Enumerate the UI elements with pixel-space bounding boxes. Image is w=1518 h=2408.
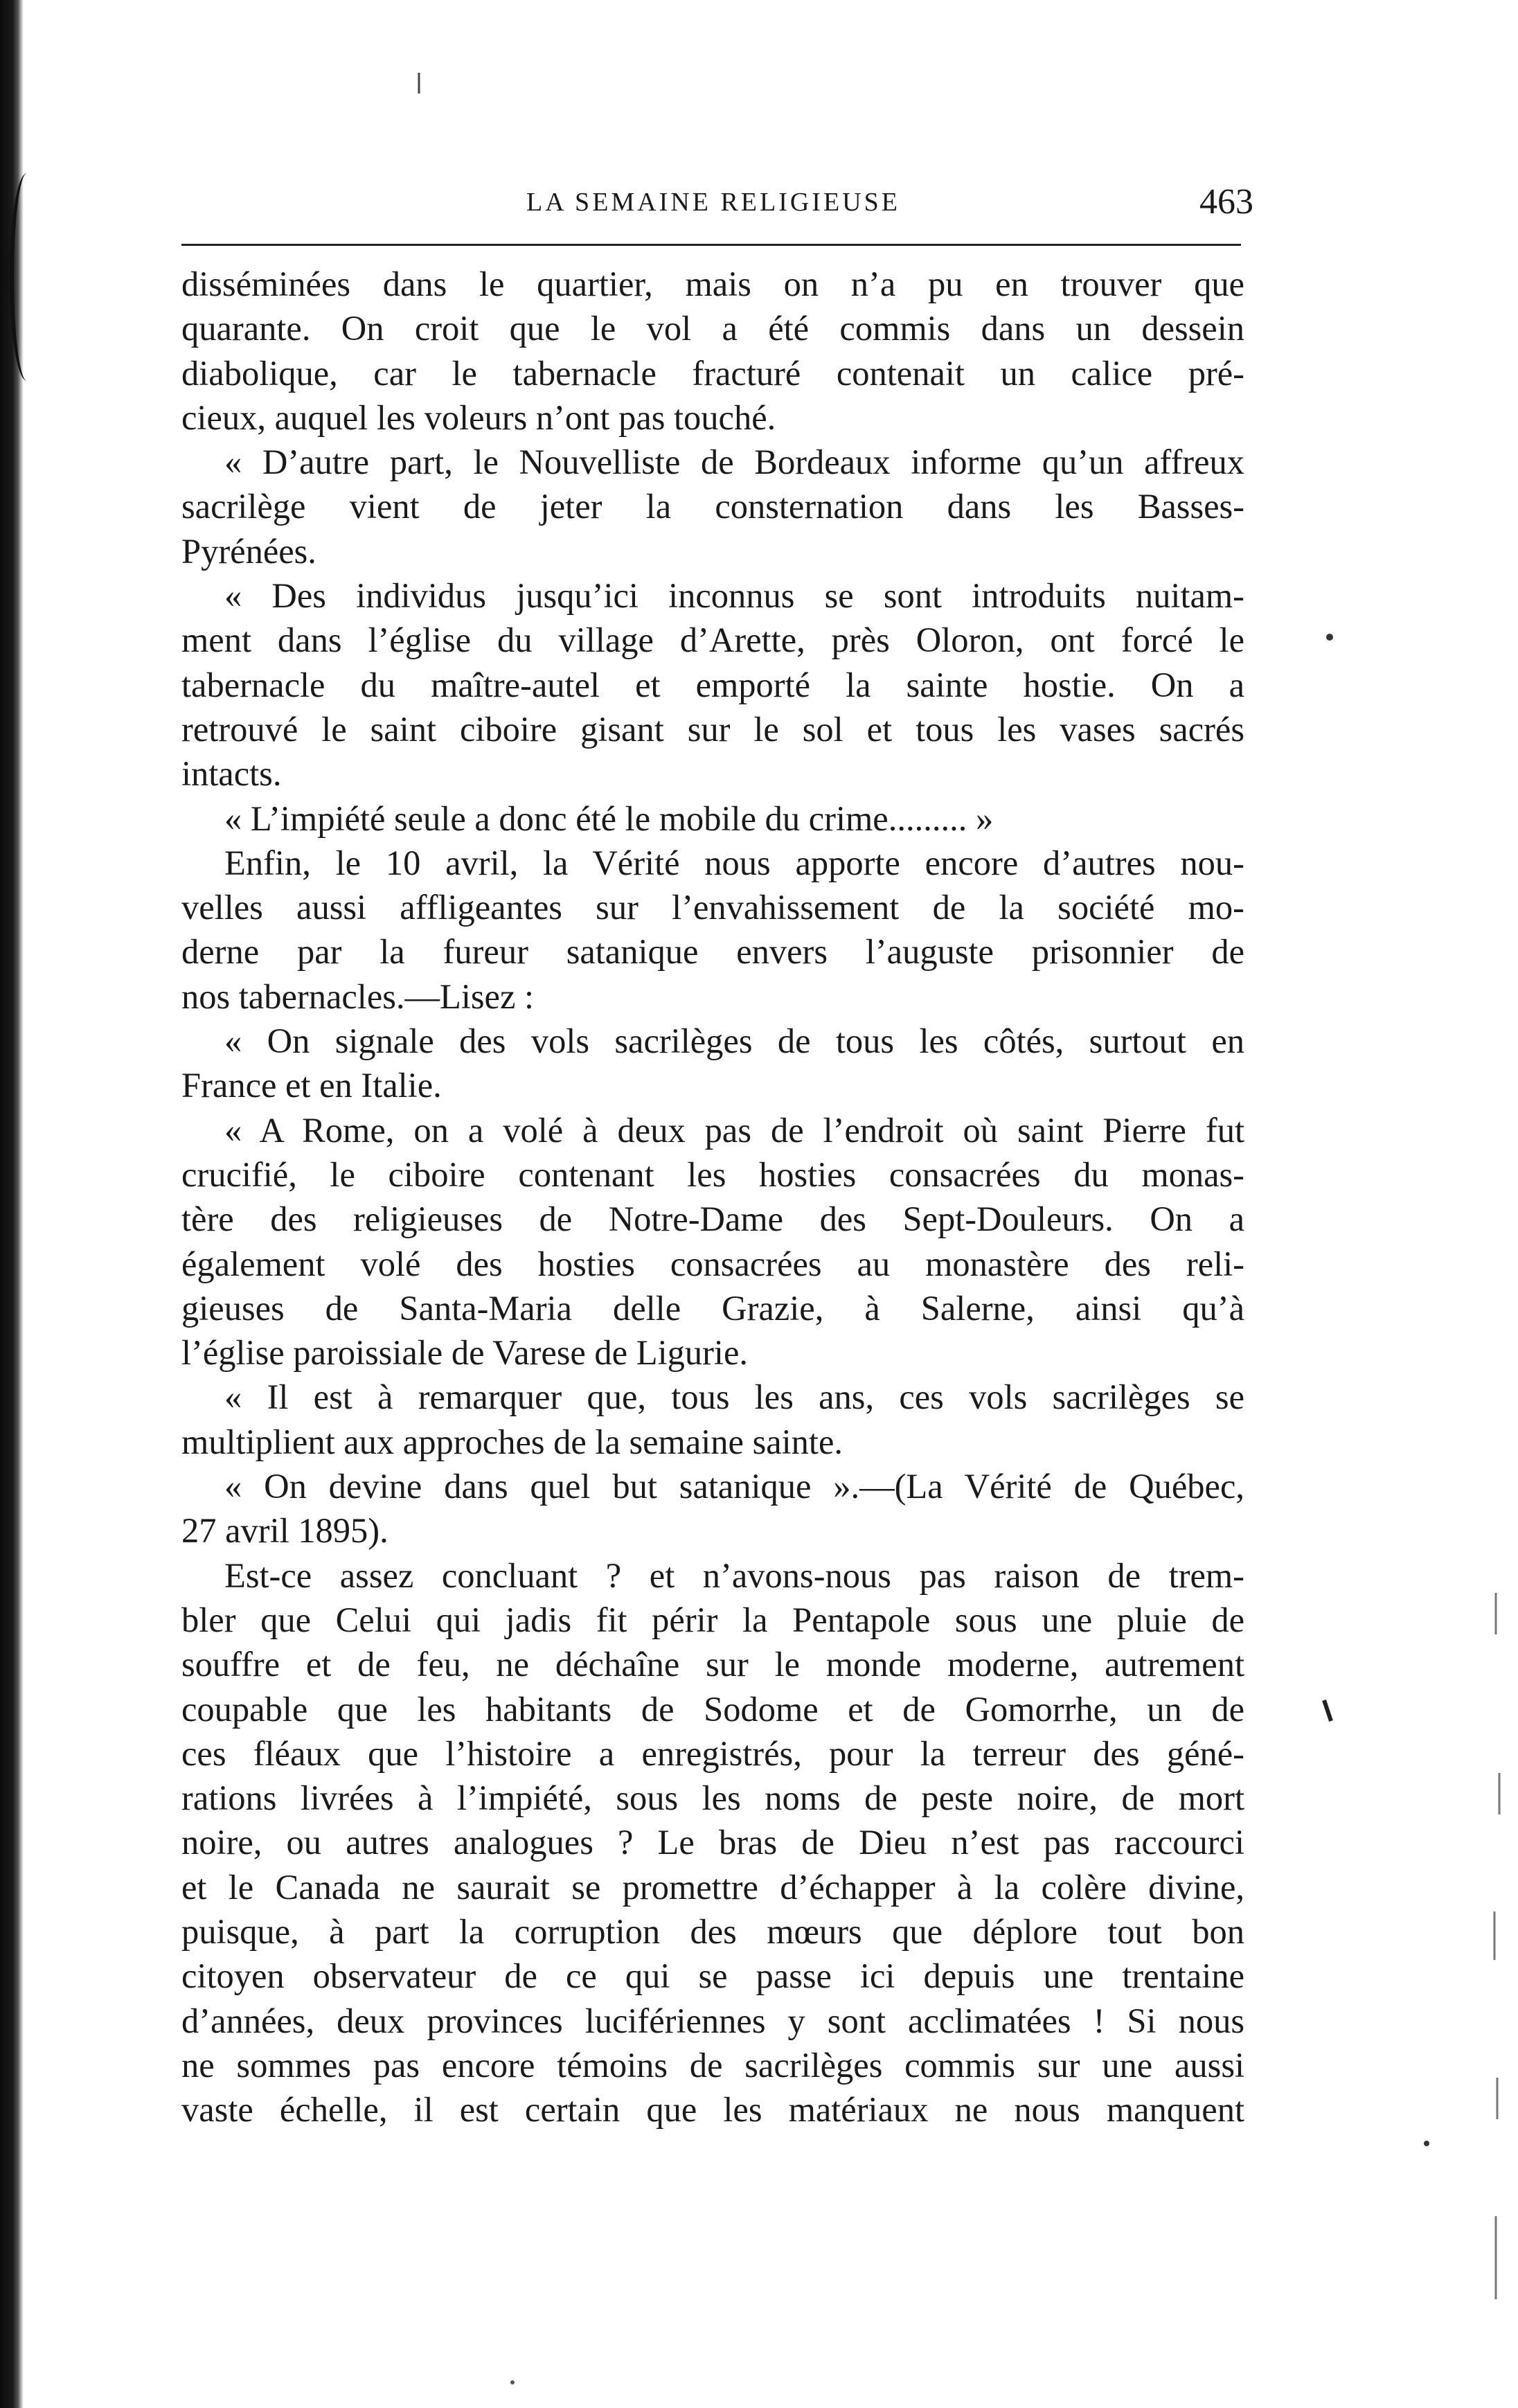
text-line: et le Canada ne saurait se promettre d’échapper à la colère divine, <box>181 1867 1244 1907</box>
text-line: multiplient aux approches de la semaine sainte. <box>181 1422 843 1461</box>
text-line: France et en Italie. <box>181 1066 442 1105</box>
text-line: « A Rome, on a volé à deux pas de l’endroit où saint Pierre fut <box>224 1110 1244 1150</box>
text-line: « Il est à remarquer que, tous les ans, ces vols sacrilèges se <box>224 1377 1244 1417</box>
text-line: puisque, à part la corruption des mœurs que déplore tout bon <box>181 1911 1244 1951</box>
scan-edge-marks <box>1494 1593 1499 2299</box>
text-line: derne par la fureur satanique envers l’auguste prisonnier de <box>181 932 1244 972</box>
scan-speck <box>1326 634 1333 641</box>
text-line: Pyrénées. <box>181 531 316 571</box>
text-line: tabernacle du maître-autel et emporté la sainte hostie. On a <box>181 665 1244 704</box>
text-line: gieuses de Santa-Maria delle Grazie, à Salerne, ainsi qu’à <box>181 1288 1244 1328</box>
running-header <box>177 181 1253 230</box>
text-line: souffre et de feu, ne déchaîne sur le monde moderne, autrement <box>181 1645 1244 1684</box>
text-line: coupable que les habitants de Sodome et de Gomorrhe, un de <box>181 1689 1244 1729</box>
text-line: « D’autre part, le Nouvelliste de Bordeaux informe qu’un affreux <box>224 443 1244 482</box>
scan-speck <box>510 2380 515 2384</box>
text-line: Est-ce assez concluant ? et n’avons-nous pas raison de trem- <box>224 1555 1244 1595</box>
text-line: « On signale des vols sacrilèges de tous les côtés, surtout en <box>224 1022 1244 1061</box>
text-line: tère des religieuses de Notre-Dame des Sept-Douleurs. On a <box>181 1199 1244 1239</box>
text-line: « L’impiété seule a donc été le mobile du crime......... » <box>224 799 994 838</box>
header-rule <box>181 244 1241 246</box>
scan-speck <box>1324 1700 1331 1721</box>
body-text <box>181 262 1244 2132</box>
text-line: quarante. On croit que le vol a été commis dans un dessein <box>181 309 1244 348</box>
page-curl-mark <box>10 173 44 381</box>
running-title: LA SEMAINE RELIGIEUSE <box>526 188 900 217</box>
text-line: sacrilège vient de jeter la consternation dans les Basses- <box>181 487 1244 526</box>
text-line: crucifié, le ciboire contenant les hosties consacrées du monas- <box>181 1154 1244 1194</box>
text-line: également volé des hosties consacrées au monastère des reli- <box>181 1244 1244 1283</box>
text-line: ne sommes pas encore témoins de sacrilèges commis sur une aussi <box>181 2045 1244 2085</box>
text-line: 27 avril 1895). <box>181 1511 389 1551</box>
text-line: vaste échelle, il est certain que les matériaux ne nous manquent <box>181 2090 1244 2130</box>
text-line: intacts. <box>181 754 282 794</box>
text-line: retrouvé le saint ciboire gisant sur le sol et tous les vases sacrés <box>181 709 1244 749</box>
text-line: d’années, deux provinces lucifériennes y sont acclimatées ! Si nous <box>181 2001 1244 2040</box>
text-line: bler que Celui qui jadis fit périr la Pentapole sous une pluie de <box>181 1600 1244 1639</box>
page-number: 463 <box>1199 182 1253 222</box>
scan-speck <box>1424 2141 1429 2146</box>
text-line: ment dans l’église du village d’Arette, près Oloron, ont forcé le <box>181 621 1244 660</box>
text-line: noire, ou autres analogues ? Le bras de Dieu n’est pas raccourci <box>181 1823 1244 1862</box>
text-line: disséminées dans le quartier, mais on n’a pu en trouver que <box>181 265 1244 303</box>
text-line: rations livrées à l’impiété, sous les noms de peste noire, de mort <box>181 1778 1244 1818</box>
text-line: nos tabernacles.—Lisez : <box>181 976 535 1016</box>
text-line: « On devine dans quel but satanique ».—(La Vérité de Québec, <box>224 1467 1244 1506</box>
text-line: cieux, auquel les voleurs n’ont pas touché. <box>181 398 776 437</box>
text-line: diabolique, car le tabernacle fracturé contenait un calice pré- <box>181 353 1244 393</box>
text-line: l’église paroissiale de Varese de Ligurie. <box>181 1333 748 1373</box>
text-line: ces fléaux que l’histoire a enregistrés, pour la terreur des géné- <box>181 1733 1244 1773</box>
text-line: « Des individus jusqu’ici inconnus se sont introduits nuitam- <box>224 576 1244 616</box>
text-line: Enfin, le 10 avril, la Vérité nous apporte encore d’autres nou- <box>224 843 1244 882</box>
text-line: citoyen observateur de ce qui se passe ici depuis une trentaine <box>181 1956 1244 1996</box>
text-line: velles aussi affligeantes sur l’envahissement de la société mo- <box>181 888 1244 927</box>
